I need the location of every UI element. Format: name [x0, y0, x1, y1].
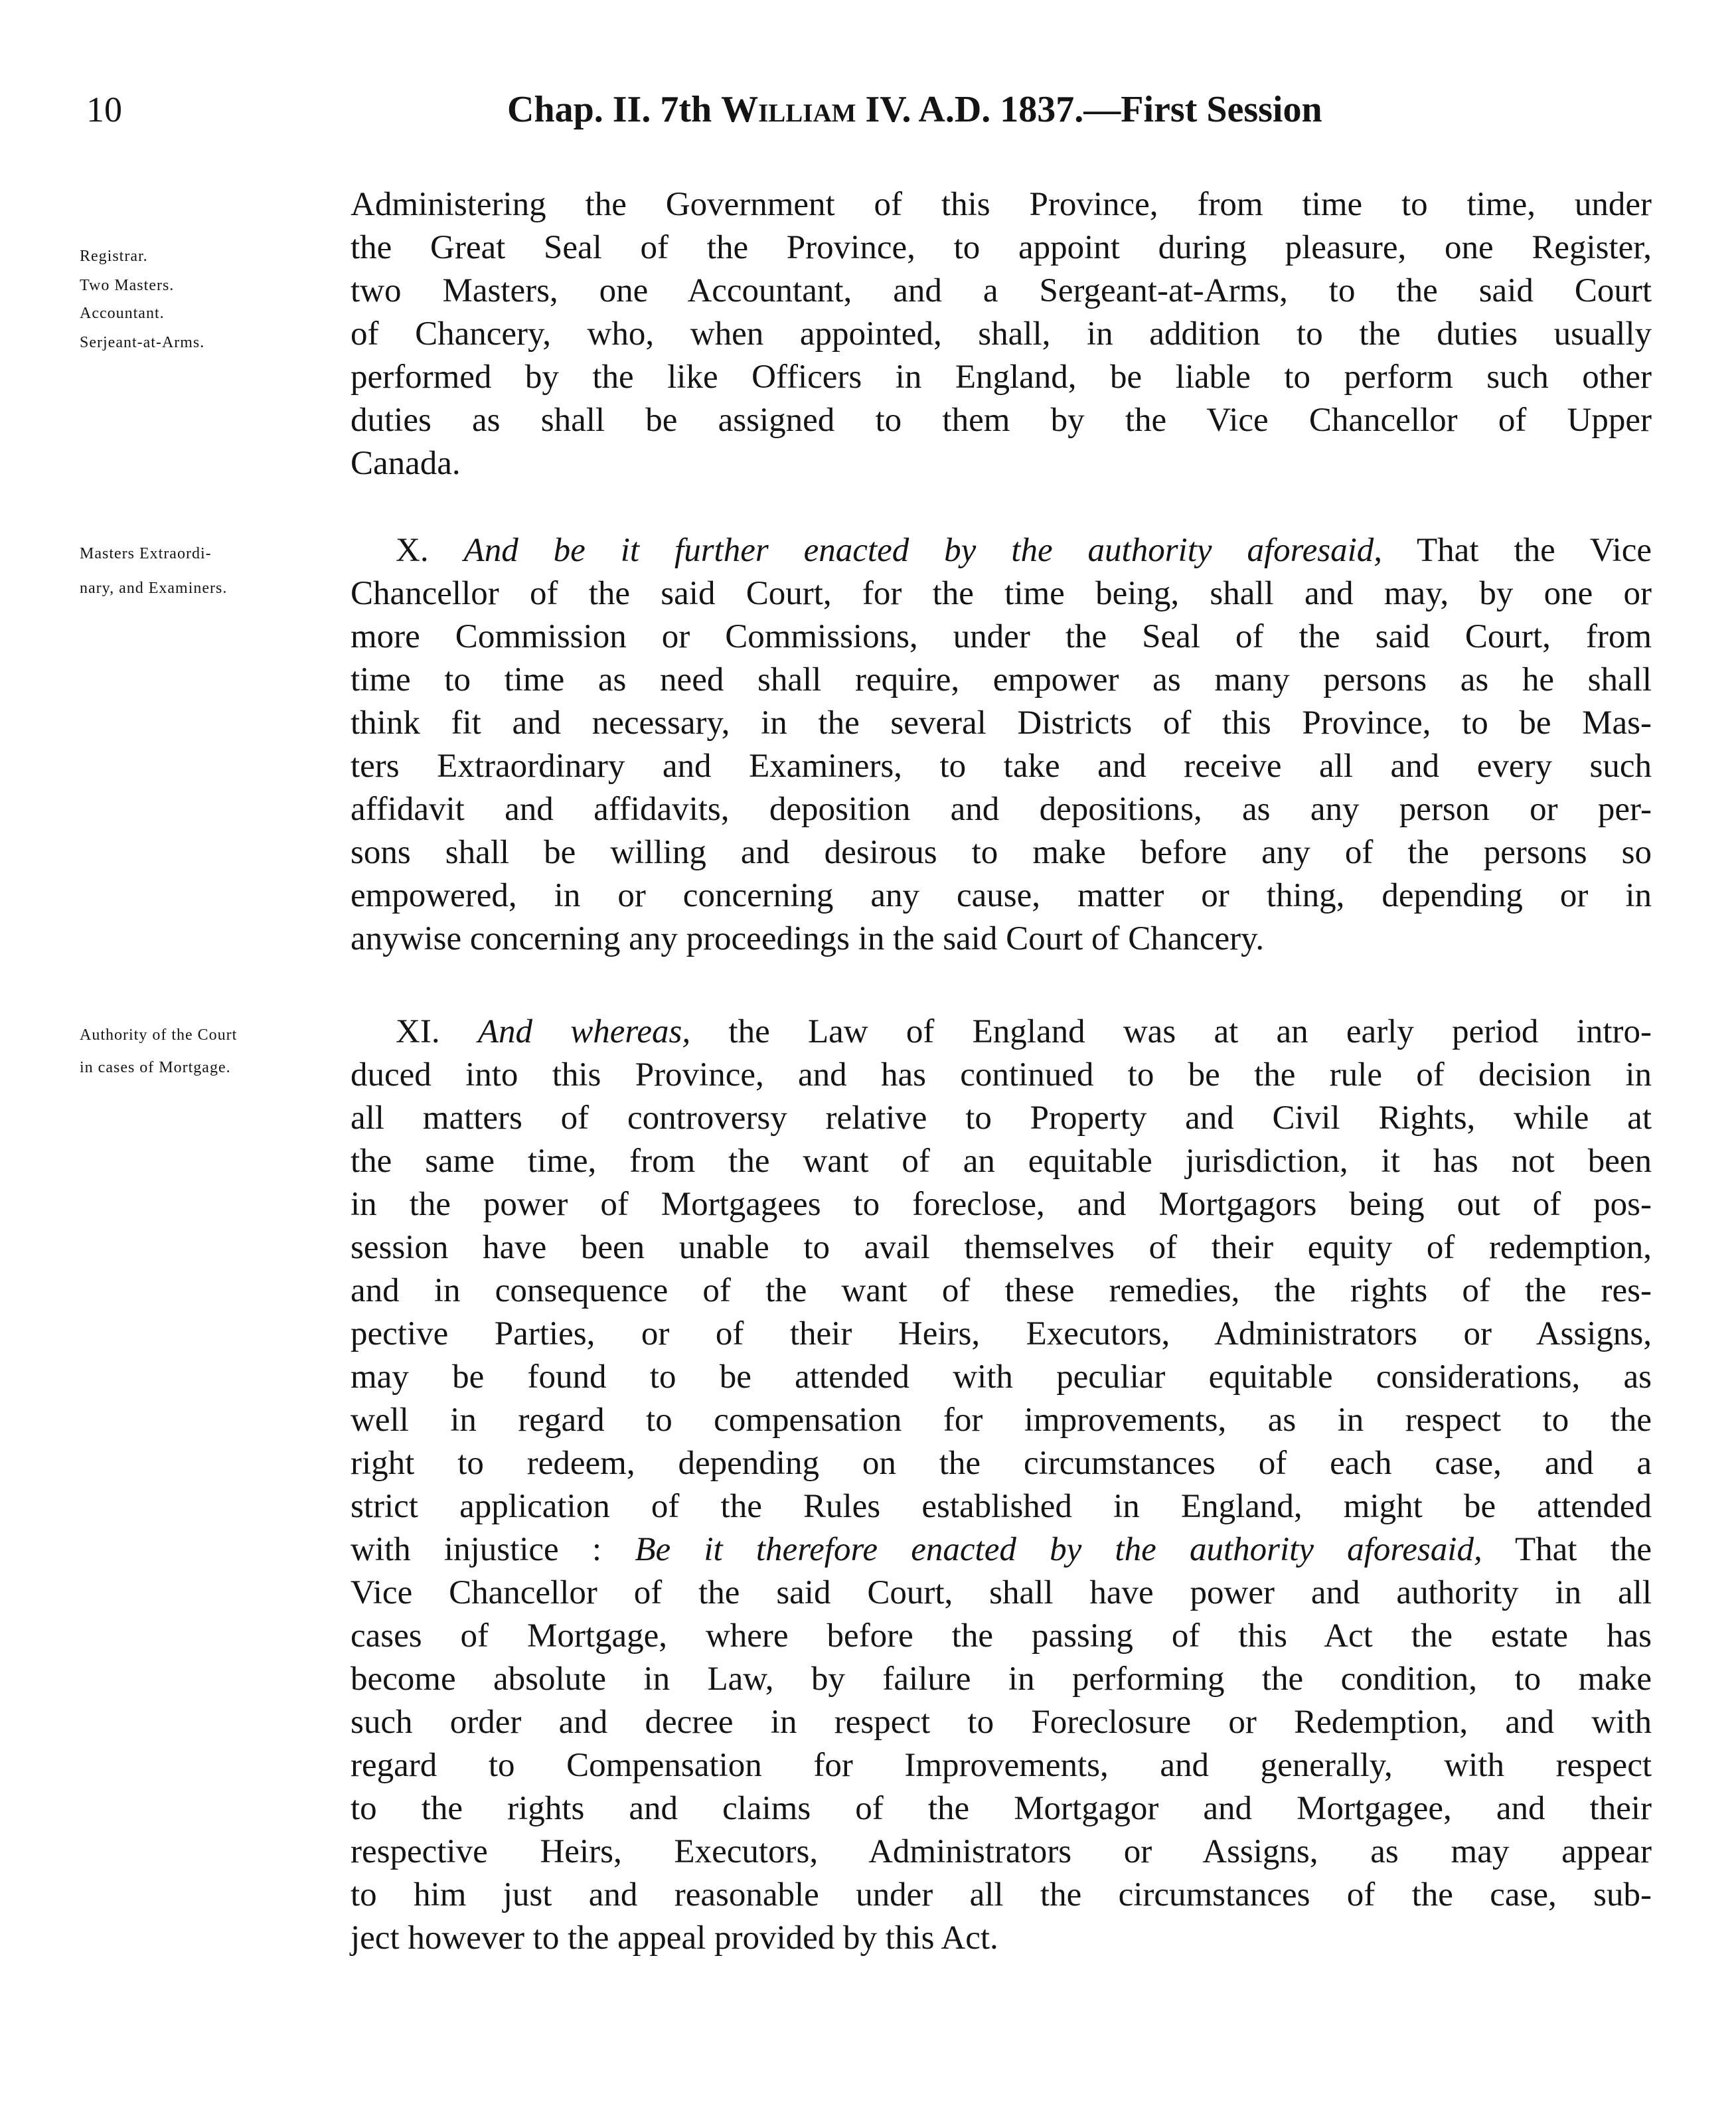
text-line: ters Extraordinary and Examiners, to take and receive all and every such	[351, 748, 1652, 785]
text-fragment: with injustice :	[351, 1531, 635, 1568]
section-number: XI.	[396, 1013, 478, 1050]
text-line: duced into this Province, and has continued to be the rule of decision in	[351, 1056, 1652, 1093]
text-fragment: the Law of England was at an early period intro-	[690, 1013, 1652, 1050]
text-line: respective Heirs, Executors, Administrators or Assigns, as may appear	[351, 1833, 1652, 1870]
text-line: session have been unable to avail themselves of their equity of redemption,	[351, 1229, 1652, 1266]
margin-note-authority-2: in cases of Mortgage.	[80, 1059, 231, 1076]
page-number: 10	[86, 90, 122, 129]
text-fragment: That the Vice	[1382, 532, 1652, 569]
text-line: pective Parties, or of their Heirs, Executors, Administrators or Assigns,	[351, 1315, 1652, 1352]
text-line: such order and decree in respect to Foreclosure or Redemption, and with	[351, 1704, 1652, 1741]
paragraph-ix	[351, 183, 1652, 485]
text-line: empowered, in or concerning any cause, matter or thing, depending or in	[351, 877, 1652, 914]
text-line: Vice Chancellor of the said Court, shall have power and authority in all	[351, 1574, 1652, 1611]
running-head-chapter: Chap. II. 7th	[507, 89, 722, 130]
text-line: become absolute in Law, by failure in performing the condition, to make	[351, 1660, 1652, 1698]
text-line: and in consequence of the want of these remedies, the rights of the res-	[351, 1272, 1652, 1309]
paragraph-x	[351, 529, 1652, 961]
running-head-king: William	[721, 89, 856, 130]
text-line: Canada.	[351, 445, 461, 482]
margin-note-serjeant: Serjeant-at-Arms.	[80, 334, 205, 351]
text-line: to the rights and claims of the Mortgagor and Mortgagee, and their	[351, 1790, 1652, 1827]
text-line: to him just and reasonable under all the circumstances of the case, sub-	[351, 1876, 1652, 1913]
text-line: sons shall be willing and desirous to make before any of the persons so	[351, 834, 1652, 871]
text-line: two Masters, one Accountant, and a Sergeant-at-Arms, to the said Court	[351, 272, 1652, 309]
text-line: duties as shall be assigned to them by the Vice Chancellor of Upper	[351, 402, 1652, 439]
margin-note-registrar: Registrar.	[80, 248, 148, 265]
enacting-clause-line	[351, 1528, 1652, 1572]
margin-note-authority-1: Authority of the Court	[80, 1026, 238, 1044]
text-line: more Commission or Commissions, under the Seal of the said Court, from	[351, 618, 1652, 655]
running-head-session: IV. A.D. 1837.—First Session	[856, 89, 1322, 130]
text-line: in the power of Mortgagees to foreclose, and Mortgagors being out of pos-	[351, 1186, 1652, 1223]
enacting-clause: Be it therefore enacted by the authority aforesaid,	[635, 1531, 1482, 1568]
text-line: performed by the like Officers in England, be liable to perform such other	[351, 359, 1652, 396]
text-line: strict application of the Rules established in England, might be attended	[351, 1488, 1652, 1525]
section-xi-heading-line	[351, 1011, 1652, 1054]
text-line: affidavit and affidavits, deposition and depositions, as any person or per-	[351, 791, 1652, 828]
section-number: X.	[396, 532, 464, 569]
text-line: cases of Mortgage, where before the passing of this Act the estate has	[351, 1617, 1652, 1655]
text-line: all matters of controversy relative to Property and Civil Rights, while at	[351, 1099, 1652, 1137]
whereas-clause: And whereas,	[477, 1013, 691, 1050]
enacting-clause: And be it further enacted by the authority aforesaid,	[463, 532, 1382, 569]
text-line: Chancellor of the said Court, for the time being, shall and may, by one or	[351, 575, 1652, 612]
text-line: anywise concerning any proceedings in the said Court of Chancery.	[351, 920, 1265, 957]
margin-note-accountant: Accountant.	[80, 305, 165, 322]
paragraph-xi	[351, 1011, 1652, 1960]
text-line: Administering the Government of this Province, from time to time, under	[351, 186, 1652, 223]
section-x-heading-line	[351, 529, 1652, 572]
running-head	[507, 90, 1476, 129]
text-line: regard to Compensation for Improvements, and generally, with respect	[351, 1747, 1652, 1784]
text-line: the Great Seal of the Province, to appoint during pleasure, one Register,	[351, 229, 1652, 266]
text-line: of Chancery, who, when appointed, shall, in addition to the duties usually	[351, 315, 1652, 353]
text-line: may be found to be attended with peculiar equitable considerations, as	[351, 1358, 1652, 1396]
margin-note-masters-extraordinary-2: nary, and Examiners.	[80, 580, 228, 597]
text-fragment: That the	[1482, 1531, 1652, 1568]
text-line: time to time as need shall require, empower as many persons as he shall	[351, 661, 1652, 698]
margin-note-masters-extraordinary-1: Masters Extraordi-	[80, 545, 212, 562]
text-line: ject however to the appeal provided by this Act.	[351, 1919, 998, 1957]
text-line: think fit and necessary, in the several Districts of this Province, to be Mas-	[351, 704, 1652, 742]
margin-note-two-masters: Two Masters.	[80, 277, 175, 294]
text-line: well in regard to compensation for improvements, as in respect to the	[351, 1402, 1652, 1439]
text-line: right to redeem, depending on the circumstances of each case, and a	[351, 1445, 1652, 1482]
text-line: the same time, from the want of an equitable jurisdiction, it has not been	[351, 1143, 1652, 1180]
